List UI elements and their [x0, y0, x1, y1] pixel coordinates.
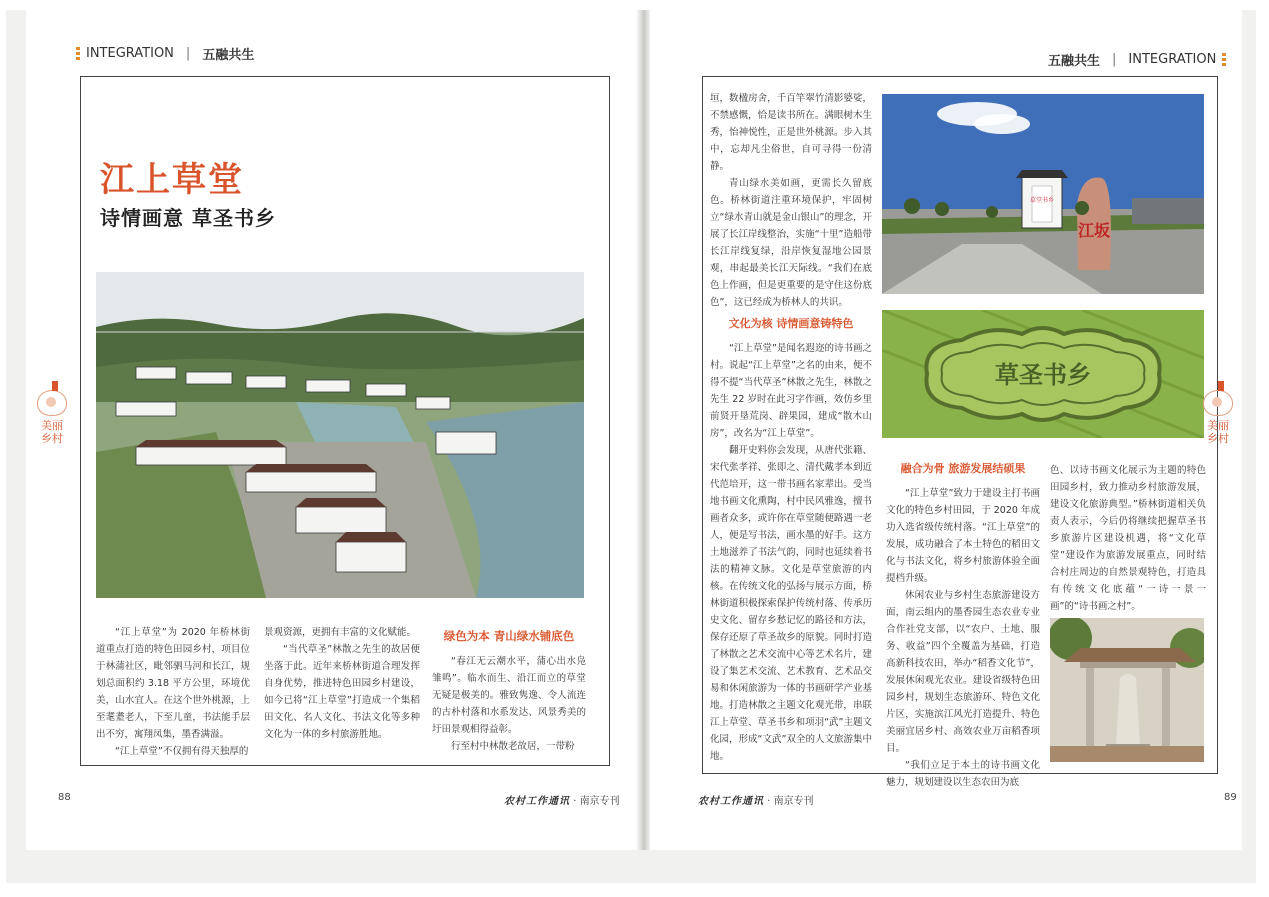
paragraph: “江上草堂”是闻名遐迩的诗书画之村。说起“江上草堂”之名的由来，便不得不提“当代草圣”林散之先生，林散之先生 22 岁时在此习字作画，效仿乡里前贤开垦荒岗、辟果园，建成“散木山房”，改名为“江上草堂”。 [710, 343, 872, 439]
article-subtitle: 诗情画意 草圣书乡 [100, 206, 276, 230]
pavilion-statue-photo [1050, 618, 1204, 762]
page-number: 88 [58, 792, 71, 803]
paragraph: “我们立足于本土的诗书画文化魅力，规划建设以生态农田为底 [886, 760, 1040, 788]
header-en: INTEGRATION [86, 46, 174, 61]
badge-line-2: 乡村 [1207, 432, 1229, 445]
badge-line-1: 美丽 [41, 419, 63, 432]
magazine-edition: 南京专刊 [579, 796, 620, 807]
village-entrance-illustration [882, 94, 1204, 294]
paragraph: 景观资源，更拥有丰富的文化赋能。 [264, 627, 417, 638]
gate-text: 草堂书乡 [1029, 197, 1055, 204]
section-title: 融合为骨 旅游发展结硕果 [900, 462, 1026, 475]
badge-line-2: 乡村 [41, 432, 63, 445]
rice-field-art-photo [882, 310, 1204, 438]
aerial-village-photo [96, 272, 584, 598]
section-title: 绿色为本 青山绿水铺底色 [443, 629, 575, 643]
page-number: 89 [1224, 792, 1237, 803]
paragraph: 翻开史料你会发现，从唐代张籍、宋代张孝祥、张即之、清代戴孝本到近代范培开，这一带书画名家辈出。受当地书画文化熏陶，村中民风雅逸，擅书画者众多，或许你在草堂随便路遇一老人，便是写书法，画水墨的好手。这方土地滋养了书法气韵，同时也延续着书法的精神文脉。文化是草堂旅游的内核。在传统文化的弘扬与展示方面，桥林街道积极探索保护传统村落、传承历史文化、留存乡愁记忆的路径和方法，保存还原了草圣故乡的原貌。同时打造了林散之艺术交流中心等艺术名片，建设了集艺术交流、艺术教育、艺术品交易和休闲旅游为一体的书画研学产业基地。打造林散之主题文化观光带，串联江上草堂、草圣书乡和项羽“武”主题文化园，形成“文武”双全的人文旅游集中地。 [710, 445, 872, 762]
paragraph: “当代草圣”林散之先生的故居便坐落于此。近年来桥林街道合理发挥自身优势，推进特色田园乡村建设，如今已将“江上草堂”打造成一个集稻田文化、名人文化、书法文化等多种文化为一体的乡村旅游胜地。 [264, 644, 420, 740]
magazine-name: 农村工作通讯 [698, 796, 764, 807]
left-page [26, 10, 639, 850]
pavilion-illustration [1050, 618, 1204, 762]
paragraph: 行至村中林散老故居，一带粉 [451, 741, 575, 752]
orange-bars-icon [76, 47, 80, 60]
magazine-footer [698, 792, 814, 807]
header-separator: | [185, 46, 191, 61]
paragraph: “江上草堂”致力于建设主打书画文化的特色乡村田园，于 2020 年成功入选省级传统村落。“江上草堂”的发展，成功融合了本土特色的稻田文化与书法文化，将乡村旅游体验全面提档升级。 [886, 488, 1040, 584]
paragraph: 垣，数楹房舍，千百竿翠竹清影婆娑，不禁感慨，恰是读书所在。满眼树木生秀，怡神悦性，正是世外桃源。步入其中，忘却凡尘俗世，自可寻得一份清静。 [710, 93, 872, 172]
paragraph: 青山绿水美如画，更需长久留底色。桥林街道注重环境保护，牢固树立“绿水青山就是金山银山”的理念，开展了长江岸线整治，实施“十里”造船带长江岸线复绿，沿岸恢复湿地公园景观，串起最美长江天际线。“我们在底色上作画，但是更重要的是守住这份底色”，这已经成为桥林人的共识。 [710, 178, 872, 308]
header-separator: | [1112, 52, 1117, 67]
village-logo-icon [37, 390, 67, 416]
section-title: 文化为核 诗情画意铸特色 [728, 317, 854, 330]
magazine-spread [6, 10, 1256, 883]
right-page [650, 10, 1242, 850]
header-cn: 五融共生 [1048, 54, 1101, 69]
right-column-2 [886, 456, 1040, 791]
magazine-footer [504, 792, 620, 807]
magazine-edition: 南京专刊 [773, 796, 814, 807]
magazine-dot: · [573, 796, 577, 807]
article-title: 江上草堂 [100, 160, 244, 200]
right-header [1048, 50, 1226, 69]
left-header [76, 44, 254, 63]
header-cn: 五融共生 [202, 48, 255, 63]
left-column-3 [432, 624, 586, 755]
village-entrance-photo [882, 94, 1204, 294]
rice-art-text: 草圣书乡 [995, 360, 1091, 389]
badge-line-1: 美丽 [1207, 419, 1229, 432]
magazine-name: 农村工作通讯 [504, 796, 570, 807]
paragraph: “春江无云潮水平，蒲心出水凫雏鸣”。临水而生、沿江而立的草堂无疑是极美的。雅致隽逸、令人流连的古朴村落和水系发达、风景秀美的圩田景观相得益彰。 [432, 656, 586, 735]
paragraph: “江上草堂”不仅拥有得天独厚的 [115, 746, 249, 757]
orange-bars-icon [1222, 53, 1226, 66]
right-column-1 [710, 90, 872, 765]
paragraph: 色、以诗书画文化展示为主题的特色田园乡村，致力推动乡村旅游发展，建设文化旅游典型。”桥林街道相关负责人表示，今后仍将继续把握草圣书乡旅游片区建设机遇，将“文化草堂”建设作为旅游发展重点，同时结合村庄周边的自然景观特色，打造具有传统文化底蕴“一诗一景一画”的“诗书画之村”。 [1050, 465, 1206, 612]
aerial-village-illustration [96, 272, 584, 598]
paragraph: “江上草堂”为 2020 年桥林街道重点打造的特色田园乡村，项目位于林蒲社区，毗邻驷马河和长江，规划总面积约 3.18 平方公里，环境优美，山水宜人。在这个世外桃源，上至耄耋老人，下至儿童，书法能手层出不穷，寓翔凤集，墨香满溢。 [96, 627, 250, 740]
header-en: INTEGRATION [1128, 52, 1217, 67]
left-column-2 [264, 624, 420, 743]
beautiful-village-badge [30, 390, 74, 445]
magazine-dot: · [767, 796, 771, 807]
paragraph: 休闲农业与乡村生态旅游建设方面，南云组内的墨香园生态农业专业合作社党支部，以“农户、土地、服务、收益”四个全覆盖为基础，打造高新科技农田，举办“稻香文化节”，发展休闲观光农业。建设省级特色田园乡村，规划生态旅游环、特色文化片区，实施滨江风光打造提升、特色美丽宜居乡村、高效农业万亩稻香项目。 [886, 590, 1040, 754]
left-column-1 [96, 624, 250, 760]
village-logo-icon [1203, 390, 1233, 416]
beautiful-village-badge [1196, 390, 1240, 445]
monument-text: 江坂 [1077, 221, 1111, 240]
rice-field-art-illustration [882, 310, 1204, 438]
right-column-3 [1050, 462, 1206, 615]
